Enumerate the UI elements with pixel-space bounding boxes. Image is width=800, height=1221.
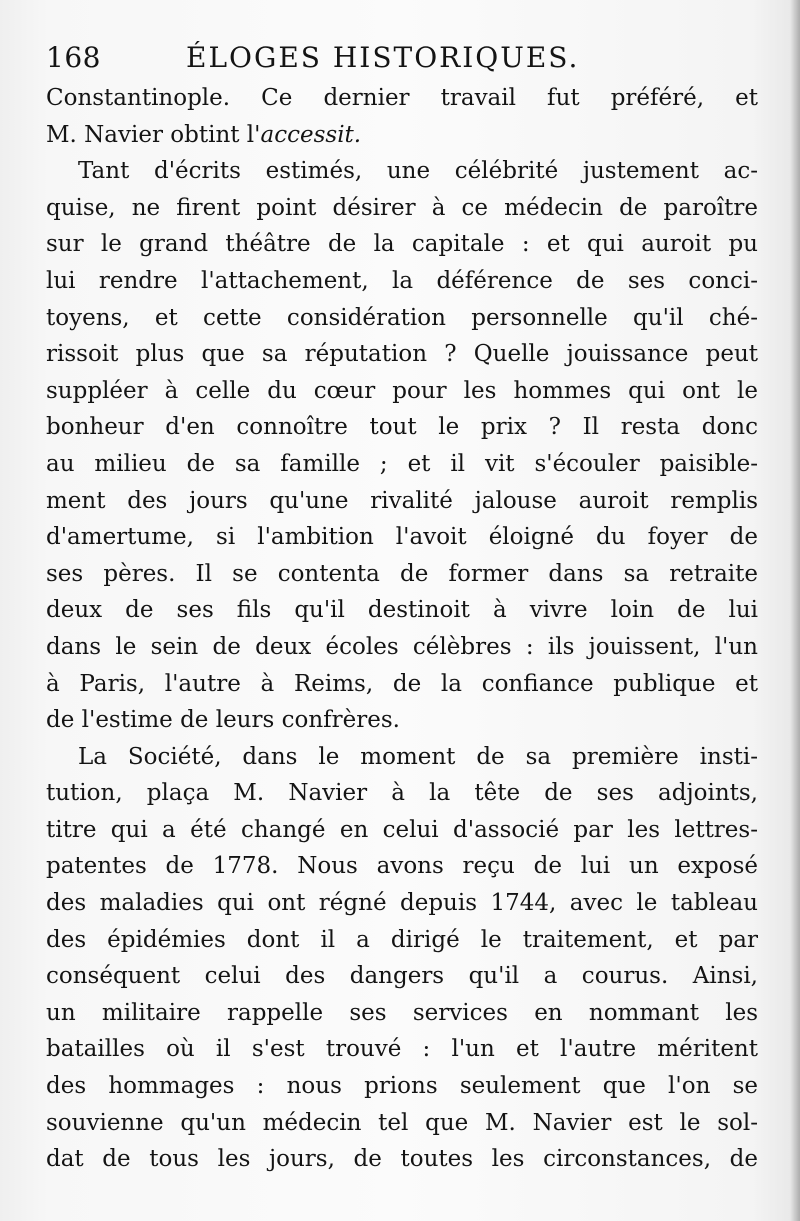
text-line: titre qui a été changé en celui d'associé par les lettres- (46, 816, 758, 843)
page-number: 168 (46, 41, 101, 74)
text-line: à Paris, l'autre à Reims, de la confiance publique et (46, 670, 758, 697)
text-line: des hommages : nous prions seulement que l'on se (46, 1073, 758, 1100)
text-line: Constantinople. Ce dernier travail fut préféré, et (46, 85, 758, 111)
text-line: rissoit plus que sa réputation ? Quelle jouissance peut (46, 341, 758, 368)
page-text (46, 36, 758, 1178)
paragraph-societe (46, 739, 758, 1178)
text-line: souvienne qu'un médecin tel que M. Navier est le sol- (46, 1109, 758, 1136)
text-line: des maladies qui ont régné depuis 1744, avec le tableau (46, 890, 758, 917)
text-line: batailles où il s'est trouvé : l'un et l'autre méritent (46, 1036, 758, 1063)
italic-text: accessit. (260, 121, 362, 148)
page-edge-shadow (790, 0, 800, 1221)
text-line: bonheur d'en connoître tout le prix ? Il resta donc (46, 414, 758, 441)
text-line: de l'estime de leurs confrères. (46, 707, 400, 734)
text-line: conséquent celui des dangers qu'il a courus. Ainsi, (46, 963, 758, 990)
text-span: M. Navier obtint l' (46, 121, 261, 148)
text-line: des épidémies dont il a dirigé le traitement, et par (46, 926, 758, 953)
running-head (46, 36, 758, 80)
text-line: La Société, dans le moment de sa première insti- (78, 743, 758, 770)
text-line: ses pères. Il se contenta de former dans sa retraite (46, 560, 758, 587)
text-line: lui rendre l'attachement, la déférence de ses conci- (46, 267, 758, 294)
text-line: dans le sein de deux écoles célèbres : ils jouissent, l'un (46, 633, 758, 660)
paragraph-continuation (46, 80, 758, 153)
text-line: tution, plaça M. Navier à la tête de ses adjoints, (46, 780, 758, 807)
text-line: quise, ne firent point désirer à ce médecin de paroître (46, 194, 758, 221)
text-line: sur le grand théâtre de la capitale : et qui auroit pu (46, 231, 758, 258)
text-line: deux de ses fils qu'il destinoit à vivre loin de lui (46, 597, 758, 624)
text-line: suppléer à celle du cœur pour les hommes qui ont le (46, 377, 758, 404)
text-line: ment des jours qu'une rivalité jalouse auroit remplis (46, 487, 758, 514)
paragraph-navier-career (46, 153, 758, 739)
text-line (46, 117, 758, 154)
text-line: patentes de 1778. Nous avons reçu de lui un exposé (46, 853, 758, 880)
text-line: d'amertume, si l'ambition l'avoit éloigné du foyer de (46, 524, 758, 551)
text-line: Tant d'écrits estimés, une célébrité justement ac- (78, 158, 758, 185)
text-line: au milieu de sa famille ; et il vit s'écouler paisible- (46, 450, 758, 477)
text-line: dat de tous les jours, de toutes les circonstances, de (46, 1146, 758, 1173)
text-line: toyens, et cette considération personnelle qu'il ché- (46, 304, 758, 331)
running-title: ÉLOGES HISTORIQUES. (186, 41, 580, 74)
text-line: un militaire rappelle ses services en nommant les (46, 999, 758, 1026)
